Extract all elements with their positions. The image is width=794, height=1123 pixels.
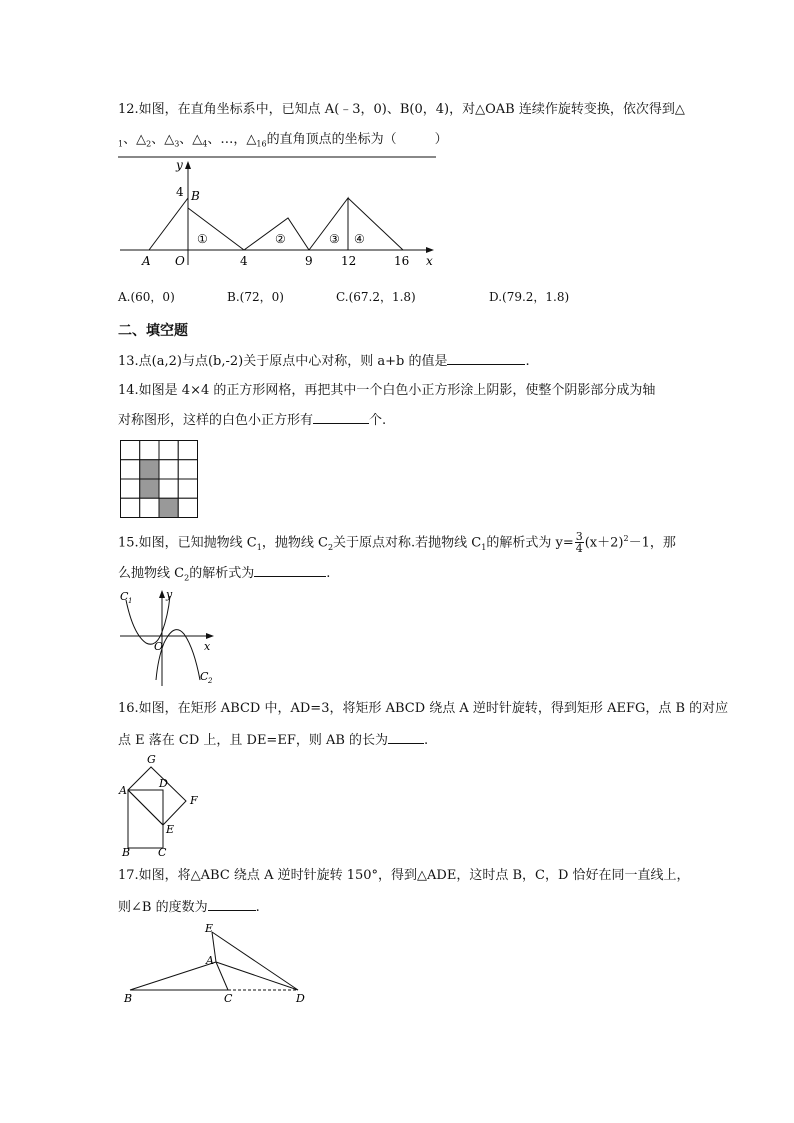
label-C: C — [158, 846, 167, 859]
grid-cell — [121, 479, 140, 498]
grid-cell — [121, 441, 140, 460]
grid-cell — [178, 441, 197, 460]
grid-cell-shaded — [140, 460, 159, 479]
label-y: y — [166, 588, 173, 601]
circle-3: ③ — [329, 232, 340, 246]
svg-text:1: 1 — [128, 597, 133, 605]
label-F: F — [190, 794, 198, 807]
q16-stem-line1: 16.如图，在矩形 ABCD 中，AD=3，将矩形 ABCD 绕点 A 逆时针旋转，得到矩形 AEFG，点 B 的对应 — [118, 701, 729, 716]
grid-cell — [140, 441, 159, 460]
q12-option-a[interactable]: A.(60，0) — [118, 290, 175, 304]
grid-cell — [121, 460, 140, 479]
q12-stem-line1: 12.如图，在直角坐标系中，已知点 A(﹣3，0)、B(0，4)，对△OAB 连续作旋转变换，依次得到△ — [118, 102, 685, 117]
grid-cell-shaded — [159, 498, 178, 517]
tick-4: 4 — [176, 185, 184, 199]
circle-1: ① — [197, 232, 208, 246]
label-A: A — [142, 254, 151, 268]
label-O: O — [175, 254, 185, 268]
grid-cell — [159, 441, 178, 460]
label-C1: C — [120, 590, 129, 603]
label-E: E — [166, 823, 175, 836]
x-tick-16: 16 — [394, 254, 410, 268]
grid-cell-shaded — [140, 479, 159, 498]
fraction: $\frac{3}{4}$ — [575, 530, 583, 556]
label-D: D — [159, 777, 168, 790]
q13-stem: 13.点(a,2)与点(b,-2)关于原点中心对称，则 a+b 的值是 . — [118, 354, 530, 369]
grid-cell — [178, 479, 197, 498]
q12-option-c[interactable]: C.(67.2，1.8) — [336, 290, 416, 304]
q17-stem-line2: 则∠B 的度数为 . — [118, 900, 260, 915]
grid-cell — [178, 460, 197, 479]
grid-cell — [159, 460, 178, 479]
answer-blank[interactable] — [208, 898, 256, 911]
grid-cell — [121, 498, 140, 517]
circle-2: ② — [275, 232, 286, 246]
label-C2: C — [200, 670, 209, 683]
q14-grid — [120, 440, 198, 518]
circle-4: ④ — [354, 232, 365, 246]
label-B: B — [122, 846, 131, 859]
label-B: B — [191, 189, 200, 203]
q12-stem-line2: $_1$、$\triangle_2$、$\triangle_3$、$\triangle_4$、…，$\triangle_{16}$的直角顶点的坐标为（ ） — [118, 132, 448, 149]
label-x: x — [204, 640, 211, 653]
q15-stem-line2: 么抛物线 $C_2$的解析式为 . — [118, 566, 331, 583]
answer-blank[interactable] — [447, 352, 525, 365]
q17-figure — [118, 920, 318, 1005]
y-axis-label: y — [176, 158, 183, 172]
label-B: B — [124, 992, 133, 1005]
label-A: A — [119, 784, 127, 797]
q17-stem-line1: 17.如图，将△ABC 绕点 A 逆时针旋转 150°，得到△ADE，这时点 B，C，D 恰好在同一直线上， — [118, 868, 690, 883]
x-axis-label: x — [426, 254, 433, 268]
q12-option-d[interactable]: D.(79.2，1.8) — [489, 290, 570, 304]
x-tick-12: 12 — [341, 254, 357, 268]
label-D: D — [296, 992, 305, 1005]
q12-figure — [118, 155, 438, 270]
q16-figure — [118, 753, 208, 858]
x-tick-4: 4 — [240, 254, 248, 268]
label-C: C — [224, 992, 233, 1005]
q16-stem-line2: 点 E 落在 CD 上，且 DE=EF，则 AB 的长为 . — [118, 733, 429, 748]
q14-stem-line2: 对称图形，这样的白色小正方形有 个. — [118, 413, 387, 428]
answer-blank[interactable] — [254, 564, 326, 577]
answer-blank[interactable] — [313, 411, 369, 424]
answer-blank[interactable] — [388, 731, 424, 744]
grid-cell — [140, 498, 159, 517]
q12-option-b[interactable]: B.(72，0) — [227, 290, 284, 304]
x-tick-9: 9 — [305, 254, 313, 268]
q15-figure — [118, 588, 228, 688]
svg-text:2: 2 — [208, 677, 213, 685]
label-G: G — [147, 753, 156, 766]
section-title: 二、填空题 — [118, 323, 188, 339]
sub: 1 — [118, 139, 124, 149]
q15-stem-line1: 15.如图，已知抛物线 $C_1$，抛物线 $C_2$关于原点对称.若抛物线 $C_1$的解析式为 y= $\frac{3}{4}$ $(x+2)^2-1$，那 — [118, 530, 676, 556]
label-O: O — [154, 640, 164, 653]
label-E: E — [205, 922, 214, 935]
grid-cell — [178, 498, 197, 517]
label-A: A — [206, 954, 214, 967]
grid-cell — [159, 479, 178, 498]
q14-stem-line1: 14.如图是 4×4 的正方形网格，再把其中一个白色小正方形涂上阴影，使整个阴影部分成为轴 — [118, 383, 656, 398]
